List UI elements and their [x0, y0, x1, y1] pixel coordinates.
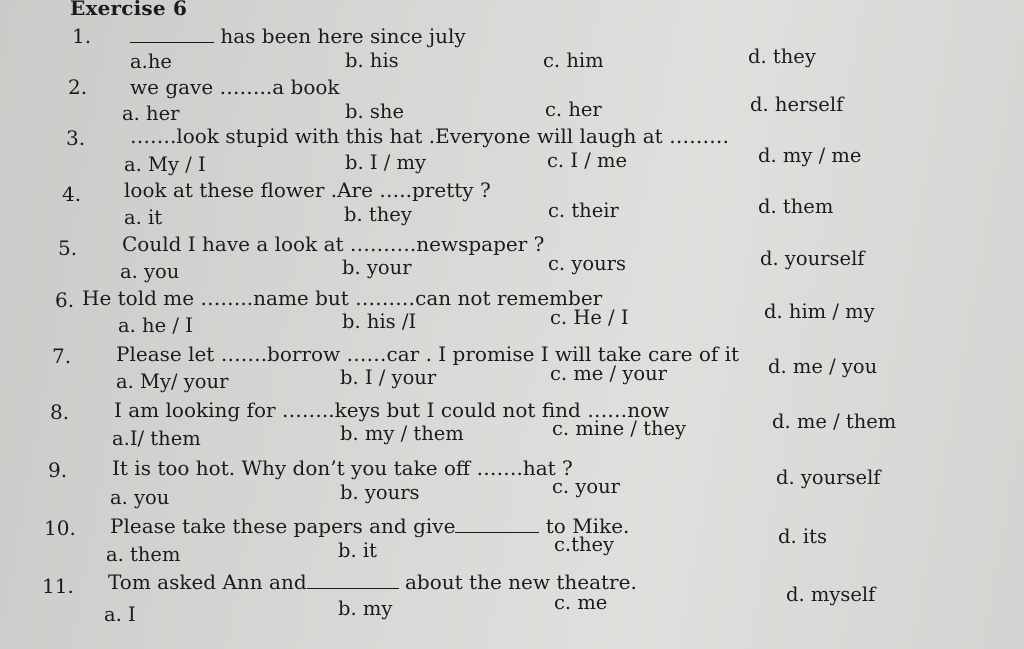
- option-a: a. I: [104, 603, 136, 626]
- option-a: a. you: [120, 260, 180, 283]
- option-b: b. his: [345, 49, 399, 72]
- option-c: c. mine / they: [552, 417, 687, 440]
- option-d: d. herself: [750, 93, 844, 116]
- answer-blank: [455, 516, 539, 533]
- option-d: d. yourself: [776, 466, 881, 489]
- question-1: [0, 24, 1024, 80]
- option-d: d. yourself: [760, 247, 865, 270]
- option-b: b. my / them: [340, 422, 464, 445]
- question-number: 1.: [72, 24, 92, 48]
- question-stem: Could I have a look at ……….newspaper ?: [122, 232, 545, 256]
- question-number: 11.: [42, 574, 74, 598]
- question-9: [0, 454, 1024, 510]
- question-stem: Please take these papers and give to Mike.: [110, 514, 630, 538]
- option-c: c. I / me: [547, 149, 628, 172]
- question-number: 9.: [48, 458, 68, 482]
- question-number: 6.: [55, 288, 75, 312]
- option-b: b. it: [338, 539, 377, 562]
- question-number: 2.: [68, 75, 88, 99]
- question-stem: Please let …….borrow ……car . I promise I will take care of it: [116, 342, 740, 366]
- option-b: b. his /I: [342, 310, 417, 333]
- question-stem: He told me ……..name but ………can not remember: [82, 286, 603, 310]
- option-b: b. they: [344, 203, 412, 226]
- question-number: 7.: [52, 344, 72, 368]
- answer-blank: [130, 26, 214, 43]
- question-stem: Tom asked Ann and about the new theatre.: [108, 570, 637, 594]
- question-7: [0, 340, 1024, 396]
- option-a: a. it: [124, 206, 163, 229]
- option-d: d. my / me: [758, 144, 862, 167]
- question-6: [0, 284, 1024, 340]
- question-stem: look at these flower .Are …..pretty ?: [124, 178, 491, 202]
- question-number: 8.: [50, 400, 70, 424]
- option-c: c. your: [552, 475, 620, 498]
- option-a: a. them: [106, 543, 181, 566]
- answer-blank: [307, 572, 399, 589]
- option-b: b. yours: [340, 481, 420, 504]
- option-d: d. myself: [786, 583, 876, 606]
- option-d: d. they: [748, 45, 816, 68]
- question-number: 3.: [66, 126, 86, 150]
- question-8: [0, 396, 1024, 452]
- question-stem: has been here since july: [130, 24, 466, 48]
- option-a: a. he / I: [118, 314, 193, 337]
- option-b: b. I / my: [345, 151, 427, 174]
- question-stem: …….look stupid with this hat .Everyone will laugh at ………: [130, 124, 730, 148]
- option-d: d. them: [758, 195, 834, 218]
- option-b: b. she: [345, 100, 404, 123]
- option-c: c. me: [554, 591, 608, 614]
- option-a: a. you: [110, 486, 170, 509]
- question-10: [0, 512, 1024, 568]
- question-stem: I am looking for ……..keys but I could not find ……now: [114, 398, 670, 422]
- question-11: [0, 570, 1024, 626]
- question-number: 5.: [58, 236, 78, 260]
- option-c: c. her: [545, 98, 602, 121]
- question-stem: we gave ……..a book: [130, 75, 340, 99]
- question-3: [0, 126, 1024, 182]
- option-a: a.he: [130, 50, 172, 73]
- exercise-title: Exercise 6: [70, 0, 188, 20]
- option-c: c. him: [543, 49, 604, 72]
- option-b: b. your: [342, 256, 412, 279]
- question-number: 10.: [44, 516, 76, 540]
- option-a: a. My / I: [124, 153, 206, 176]
- question-2: [0, 75, 1024, 131]
- option-a: a. her: [122, 102, 180, 125]
- question-5: [0, 230, 1024, 286]
- option-d: d. its: [778, 525, 827, 548]
- question-stem: It is too hot. Why don’t you take off …….hat ?: [112, 456, 573, 480]
- question-number: 4.: [62, 182, 82, 206]
- option-d: d. me / you: [768, 355, 878, 378]
- option-b: b. I / your: [340, 366, 437, 389]
- option-c: c. He / I: [550, 306, 629, 329]
- question-4: [0, 178, 1024, 234]
- option-d: d. him / my: [764, 300, 875, 323]
- option-a: a. My/ your: [116, 370, 229, 393]
- option-c: c.they: [554, 533, 615, 556]
- option-a: a.I/ them: [112, 427, 201, 450]
- option-c: c. their: [548, 199, 619, 222]
- option-c: c. me / your: [550, 362, 667, 385]
- option-b: b. my: [338, 597, 393, 620]
- option-d: d. me / them: [772, 410, 897, 433]
- option-c: c. yours: [548, 252, 626, 275]
